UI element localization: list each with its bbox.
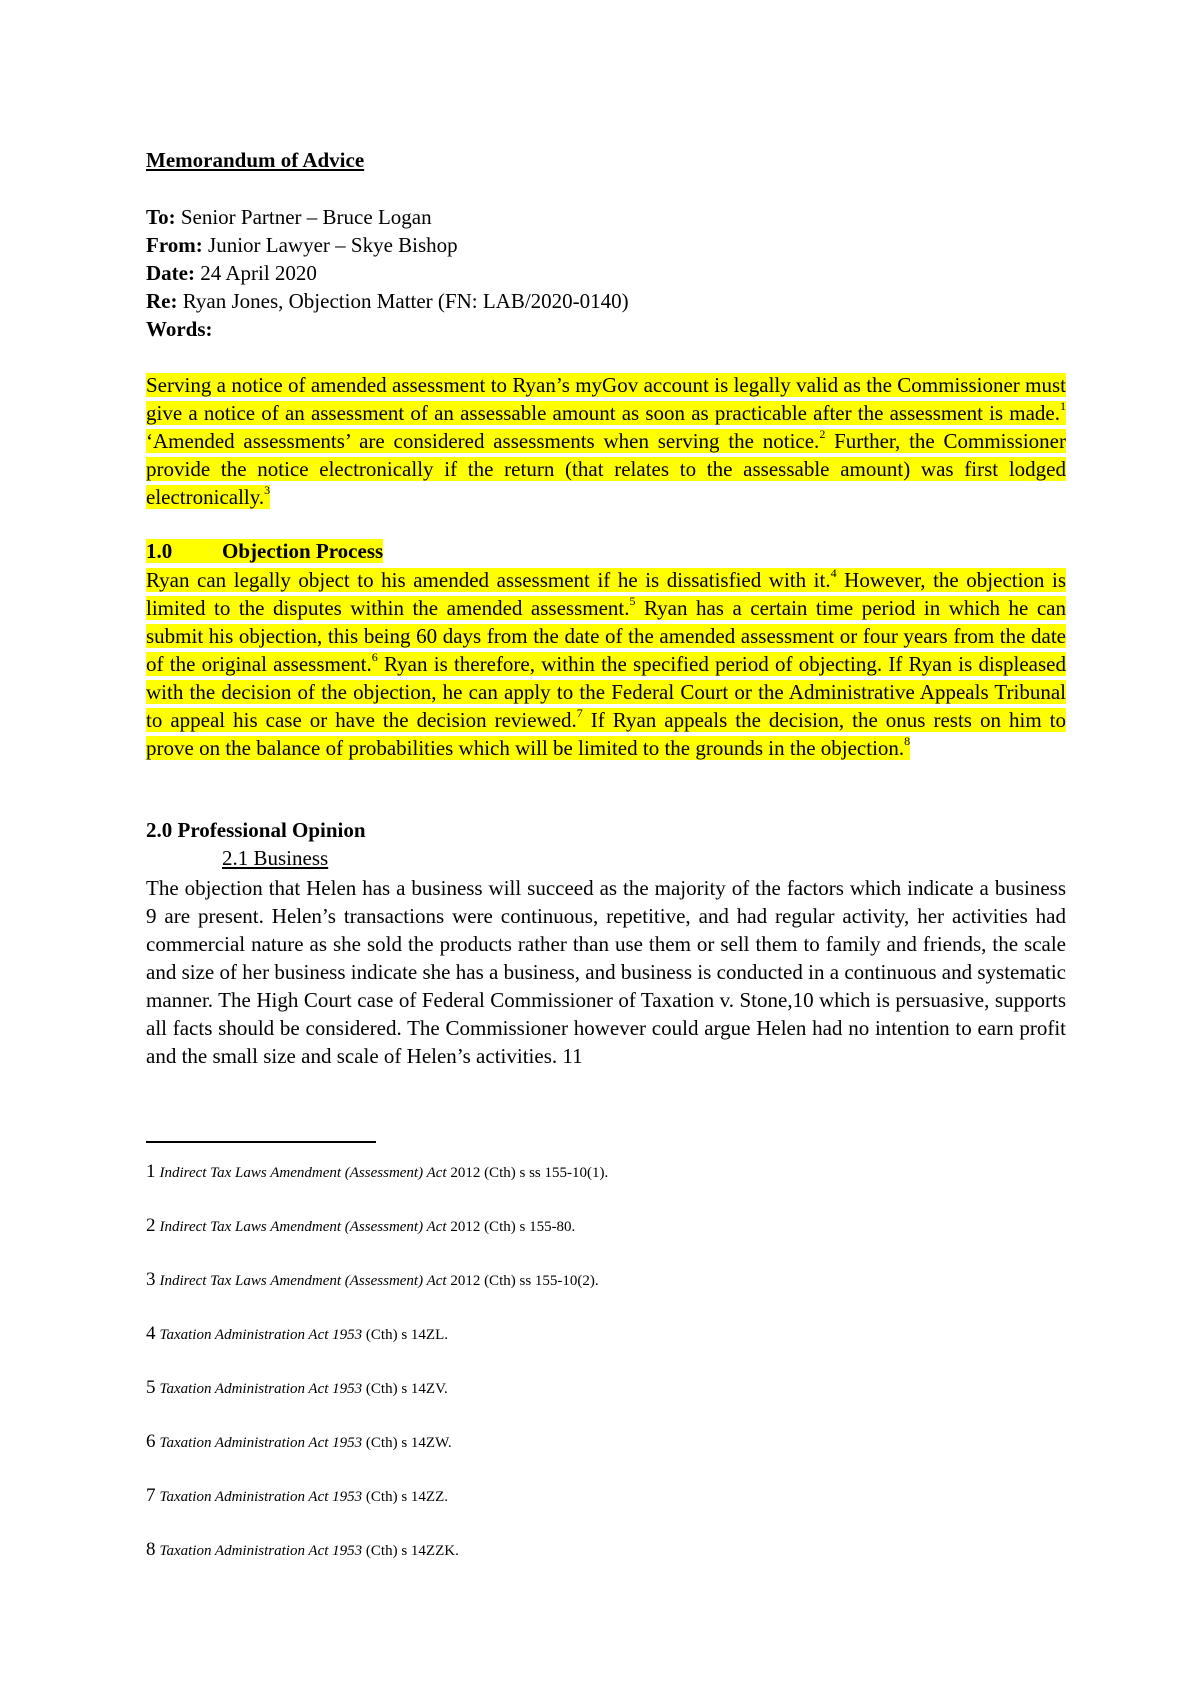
footnote-5 [146, 1377, 448, 1399]
footnote-8 [146, 1539, 459, 1561]
re-value: Ryan Jones, Objection Matter (FN: LAB/2020-0140) [177, 289, 629, 313]
footnote-ref-1: 1 [1060, 399, 1066, 413]
footnote-citation: (Cth) s 14ZV. [362, 1381, 448, 1397]
footnote-2 [146, 1215, 575, 1237]
objection-sentence-2: However, the objection is limited to the disputes within the amended assessment. [146, 568, 1066, 620]
to-label: To: [146, 205, 176, 229]
words-label: Words: [146, 317, 213, 341]
footnote-ref-5: 5 [629, 594, 636, 608]
footnote-number: 8 [146, 1539, 156, 1560]
objection-paragraph [146, 566, 1066, 762]
subsection-2-1-heading: 2.1 Business [222, 846, 329, 870]
re-line [146, 287, 629, 315]
footnote-citation: (Cth) s 14ZZK. [362, 1543, 459, 1559]
intro-sentence-1: Serving a notice of amended assessment to Ryan’s myGov account is legally valid as the Commissioner must give a notice of an assessment of an assessable amount as soon as practicable after the assessment is made. [146, 373, 1066, 425]
footnote-number: 5 [146, 1377, 156, 1398]
section-1-heading [146, 539, 383, 564]
objection-highlight [146, 568, 1066, 760]
footnote-citation: 2012 (Cth) s ss 155-10(1). [446, 1165, 609, 1181]
from-value: Junior Lawyer – Skye Bishop [202, 233, 458, 257]
footnote-citation: (Cth) s 14ZZ. [362, 1489, 448, 1505]
footnote-act: Indirect Tax Laws Amendment (Assessment) Act [159, 1273, 447, 1289]
footnote-number: 2 [146, 1215, 156, 1236]
objection-sentence-3: Ryan has a certain time period in which he can submit his objection, this being 60 days from the date of the amended assessment or four years from the date of the original assessment. [146, 596, 1066, 676]
footnote-separator [146, 1141, 376, 1143]
intro-sentence-3: Further, the Commissioner provide the notice electronically if the return (that relates to the assessable amount) was first lodged electronically. [146, 429, 1066, 509]
footnote-4 [146, 1323, 448, 1345]
footnote-number: 6 [146, 1431, 156, 1452]
objection-sentence-1: Ryan can legally object to his amended assessment if he is dissatisfied with it. [146, 568, 831, 592]
footnote-number: 7 [146, 1485, 156, 1506]
footnote-ref-6: 6 [371, 650, 378, 664]
intro-paragraph [146, 371, 1066, 511]
date-label: Date: [146, 261, 195, 285]
footnote-act: Indirect Tax Laws Amendment (Assessment) Act [159, 1219, 447, 1235]
footnote-ref-2: 2 [819, 427, 826, 441]
words-line [146, 315, 629, 343]
footnote-act: Taxation Administration Act 1953 [159, 1435, 363, 1451]
footnote-ref-4: 4 [830, 566, 837, 580]
footnote-number: 3 [146, 1269, 156, 1290]
intro-highlight [146, 373, 1066, 509]
footnote-6 [146, 1431, 452, 1453]
memo-header [146, 203, 629, 343]
from-line [146, 231, 629, 259]
to-value: Senior Partner – Bruce Logan [175, 205, 432, 229]
footnote-number: 4 [146, 1323, 156, 1344]
footnote-citation: 2012 (Cth) s 155-80. [446, 1219, 576, 1235]
footnote-act: Taxation Administration Act 1953 [159, 1543, 363, 1559]
section-1-number: 1.0 [146, 539, 173, 563]
footnote-1 [146, 1161, 608, 1183]
footnote-citation: (Cth) s 14ZW. [362, 1435, 452, 1451]
intro-sentence-2: ‘Amended assessments’ are considered assessments when serving the notice. [146, 429, 820, 453]
from-label: From: [146, 233, 203, 257]
footnote-citation: 2012 (Cth) ss 155-10(2). [446, 1273, 599, 1289]
footnote-number: 1 [146, 1161, 156, 1182]
section-1-title: Objection Process [222, 539, 384, 563]
date-value: 24 April 2020 [194, 261, 317, 285]
memo-title: Memorandum of Advice [146, 148, 365, 172]
to-line [146, 203, 629, 231]
footnote-ref-8: 8 [904, 734, 911, 748]
business-paragraph: The objection that Helen has a business will succeed as the majority of the factors which indicate a business 9 are present. Helen’s transactions were continuous, repetitive, and had regular activity, her activities had commercial nature as she sold the products rather than use them or sell them to family and friends, the scale and size of her business indicate she has a business, and business is conducted in a continuous and systematic manner. The High Court case of Federal Commissioner of Taxation v. Stone,10 which is persuasive, supports all facts should be considered. The Commissioner however could argue Helen had no intention to earn profit and the small size and scale of Helen’s activities. 11 [146, 876, 1066, 1068]
objection-sentence-4: Ryan is therefore, within the specified period of objecting. If Ryan is displeased with the decision of the objection, he can apply to the Federal Court or the Administrative Appeals Tribunal to appeal his case or have the decision reviewed. [146, 652, 1066, 732]
footnote-act: Taxation Administration Act 1953 [159, 1489, 363, 1505]
footnote-act: Taxation Administration Act 1953 [159, 1327, 363, 1343]
footnote-3 [146, 1269, 599, 1291]
footnote-7 [146, 1485, 448, 1507]
date-line [146, 259, 629, 287]
footnote-act: Indirect Tax Laws Amendment (Assessment) Act [159, 1165, 447, 1181]
objection-sentence-5: If Ryan appeals the decision, the onus rests on him to prove on the balance of probabilities which will be limited to the grounds in the objection. [146, 708, 1066, 760]
re-label: Re: [146, 289, 178, 313]
footnote-ref-3: 3 [264, 483, 271, 497]
footnote-ref-7: 7 [576, 706, 583, 720]
section-1-heading-highlight [146, 539, 383, 563]
section-2-heading: 2.0 Professional Opinion [146, 818, 366, 842]
footnote-citation: (Cth) s 14ZL. [362, 1327, 448, 1343]
footnote-act: Taxation Administration Act 1953 [159, 1381, 363, 1397]
